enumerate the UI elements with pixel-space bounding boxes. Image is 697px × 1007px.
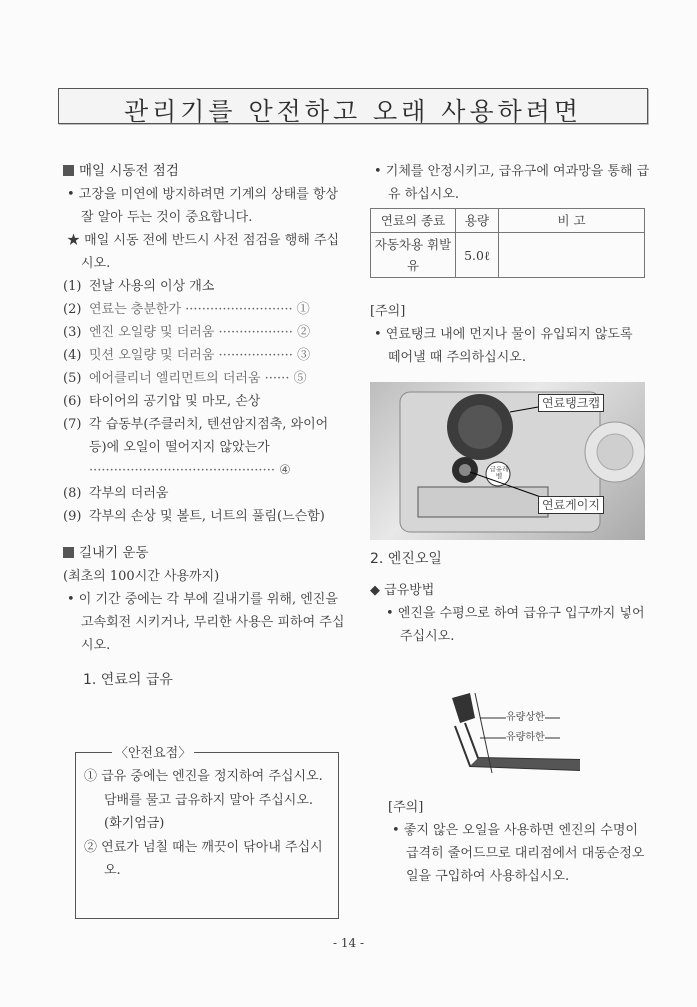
- safety-line: ① 급유 중에는 엔진을 정지하여 주십시오.: [84, 769, 323, 784]
- safety-box: [75, 746, 339, 919]
- daily-check-heading: 매일 시동전 점검: [63, 160, 345, 183]
- checklist-item: (5) 에어클리너 엘리먼트의 더러움 ······ ⑤: [63, 371, 307, 386]
- caution-1-heading: [주의]: [370, 304, 406, 319]
- right-column: [370, 160, 650, 206]
- fuel-gauge-label: 연료게이지: [538, 496, 604, 514]
- break-in-bullet: • 이 기간 중에는 각 부에 길내기를 위해, 엔진을 고속회전 시키거나, 무리한 사용은 피하여 주십시오.: [67, 592, 345, 653]
- break-in-sub: (최초의 100시간 사용까지): [63, 569, 220, 584]
- fuel-table: [370, 208, 645, 278]
- square-bullet-icon: [63, 547, 74, 558]
- table-header-row: [371, 209, 645, 233]
- safety-label: 〈안전요점〉: [112, 742, 194, 761]
- table-row: [371, 233, 645, 278]
- oil-level-diagram: [430, 688, 580, 778]
- daily-check-star: ★ 매일 시동 전에 반드시 사전 점검을 행해 주십시오.: [67, 233, 340, 271]
- checklist-item: (9) 각부의 손상 및 볼트, 너트의 풀림(느슨함): [63, 509, 325, 524]
- table-cell-note: [499, 233, 645, 278]
- checklist: [63, 275, 345, 528]
- checklist-item: (7) 각 습동부(주클러치, 텐션암지점축, 와이어 등)에 오일이 떨어지지 않았는가: [63, 417, 329, 455]
- caution-2-text: • 좋지 않은 오일을 사용하면 엔진의 수명이 급격히 줄어드므로 대리점에서 대동순정오일을 구입하여 사용하십시오.: [392, 823, 645, 884]
- fuel-tank-photo: [370, 382, 645, 540]
- table-header: 비 고: [499, 209, 645, 233]
- fill-level-label: 급유레벨: [489, 465, 509, 480]
- table-cell-capacity: 5.0ℓ: [456, 233, 499, 278]
- checklist-item: ············································· ④: [89, 463, 291, 478]
- engine-oil-heading: 2. 엔진오일: [370, 551, 442, 567]
- square-bullet-icon: [63, 165, 74, 176]
- oil-lower-limit-label: 유량하한: [506, 728, 545, 743]
- left-column: [63, 160, 345, 692]
- checklist-item: (1) 전날 사용의 이상 개소: [63, 279, 215, 294]
- break-in-heading: 길내기 운동: [63, 542, 345, 565]
- page-number: - 14 -: [332, 936, 364, 950]
- checklist-item: (4) 밋션 오일량 및 더러움 ·················· ③: [63, 348, 311, 363]
- checklist-item: (3) 엔진 오일량 및 더러움 ·················· ②: [63, 325, 311, 340]
- safety-line: 담배를 물고 급유하지 말아 주십시오. (화기엄금): [104, 792, 314, 831]
- fuel-cap-label: 연료탱크캡: [538, 394, 604, 412]
- engine-oil-section: [370, 548, 648, 648]
- checklist-item: (6) 타이어의 공기압 및 마모, 손상: [63, 394, 261, 409]
- supply-bullet: • 엔진을 수평으로 하여 급유구 입구까지 넣어 주십시오.: [386, 606, 645, 644]
- fuel-section-heading: 1. 연료의 급유: [83, 672, 173, 688]
- page-title: 관리기를 안전하고 오래 사용하려면: [123, 97, 583, 126]
- caution-1-text: • 연료탱크 내에 먼지나 물이 유입되지 않도록 떼어낼 때 주의하십시오.: [374, 327, 633, 365]
- checklist-item: (2) 연료는 충분한가 ·························· ①: [63, 302, 310, 317]
- caution-1: [370, 300, 648, 369]
- caution-2: [388, 796, 646, 888]
- supply-heading: ◆ 급유방법: [370, 583, 435, 598]
- table-header: 용량: [456, 209, 499, 233]
- oil-upper-limit-label: 유량상한: [506, 708, 545, 723]
- caution-2-heading: [주의]: [388, 800, 424, 815]
- page-title-box: [58, 88, 648, 124]
- table-header: 연료의 종료: [371, 209, 456, 233]
- table-cell-fuel: 자동차용 휘발유: [371, 233, 456, 278]
- checklist-item: (8) 각부의 더러움: [63, 486, 169, 501]
- safety-line: ② 연료가 넘칠 때는 깨끗이 닦아내 주십시오.: [84, 839, 323, 878]
- fuel-bullet: • 기체를 안정시키고, 급유구에 여과망을 통해 급유 하십시오.: [374, 164, 650, 202]
- daily-check-bullet: • 고장을 미연에 방지하려면 기계의 상태를 항상 잘 알아 두는 것이 중요합니다.: [67, 187, 339, 225]
